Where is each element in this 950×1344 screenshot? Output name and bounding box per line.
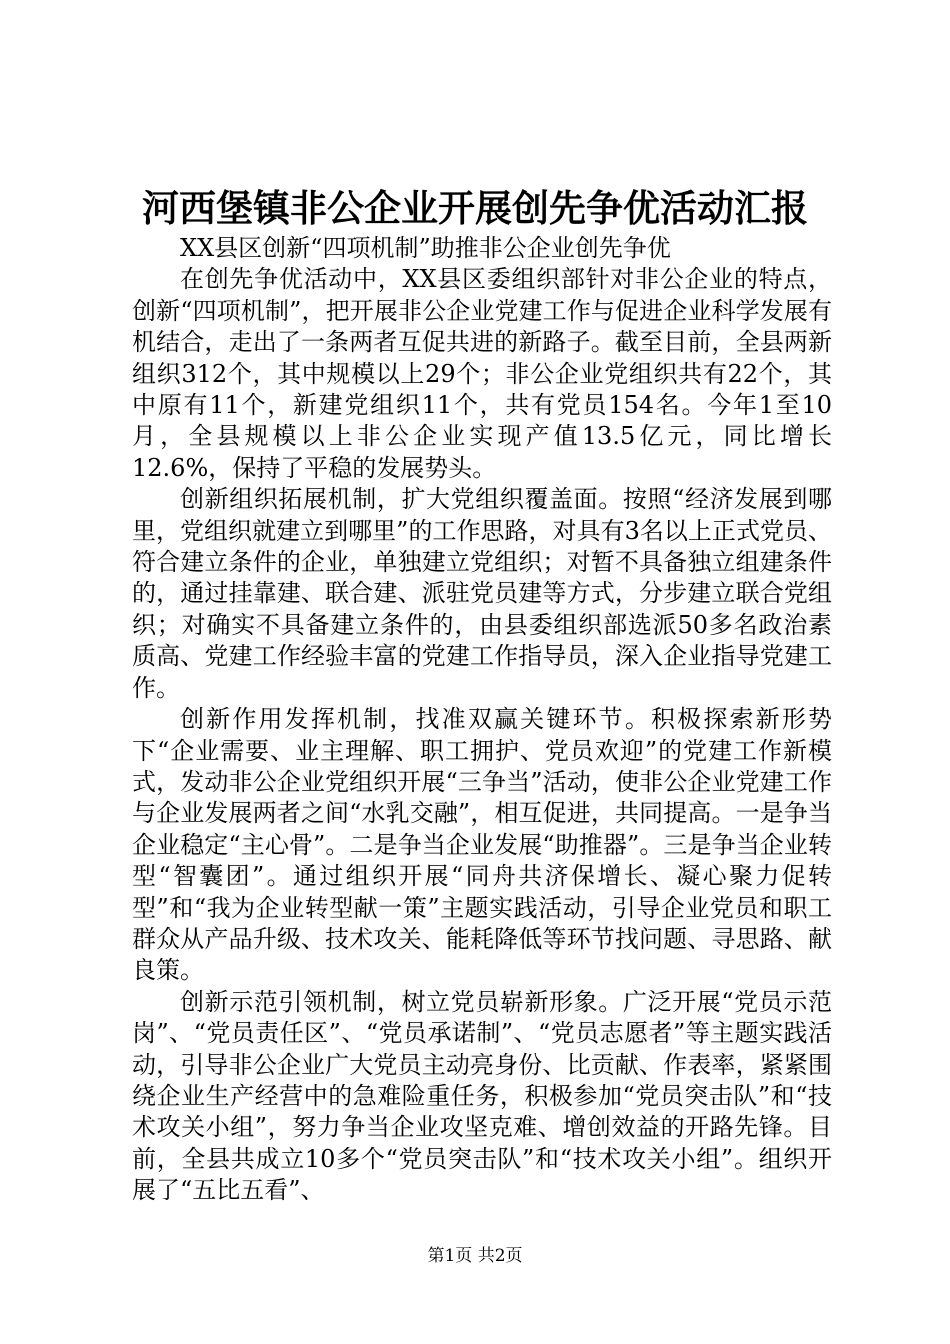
paragraph-intro: 在创先争优活动中，XX县区委组织部针对非公企业的特点，创新“四项机制”，把开展非公企业党建工作与促进企业科学发展有机结合，走出了一条两者互促共进的新路子。截至目前，全县两新组织312个，其中规模以上29个；非公企业党组织共有22个，其中原有11个，新建党组织11个，共有党员154名。今年1至10月，全县规模以上非公企业实现产值13.5亿元，同比增长12.6%，保持了平稳的发展势头。 [132,265,832,482]
document-subtitle: XX县区创新“四项机制”助推非公企业创先争优 [180,234,671,262]
page-number-footer: 第1页 共2页 [427,1246,523,1266]
paragraph-demonstration: 创新示范引领机制，树立党员崭新形象。广泛开展“党员示范岗”、“党员责任区”、“党员承诺制”、“党员志愿者”等主题实践活动，引导非公企业广大党员主动亮身份、比贡献、作表率，紧紧围绕企业生产经营中的急难险重任务，积极参加“党员突击队”和“技术攻关小组”，努力争当企业攻坚克难、增创效益的开路先锋。目前，全县共成立10多个“党员突击队”和“技术攻关小组”。组织开展了“五比五看”、 [132,987,832,1205]
document-title: 河西堡镇非公企业开展创先争优活动汇报 [142,186,808,230]
document-body [132,233,832,1207]
paragraph-organization: 创新组织拓展机制，扩大党组织覆盖面。按照“经济发展到哪里，党组织就建立到哪里”的工作思路，对具有3名以上正式党员、符合建立条件的企业，单独建立党组织；对暂不具备独立组建条件的，通过挂靠建、联合建、派驻党员建等方式，分步建立联合党组织；对确实不具备建立条件的，由县委组织部选派50多名政治素质高、党建工作经验丰富的党建工作指导员，深入企业指导党建工作。 [132,485,832,702]
paragraph-role: 创新作用发挥机制，找准双赢关键环节。积极探索新形势下“企业需要、业主理解、职工拥护、党员欢迎”的党建工作新模式，发动非公企业党组织开展“三争当”活动，使非公企业党建工作与企业发展两者之间“水乳交融”，相互促进，共同提高。一是争当企业稳定“主心骨”。二是争当企业发展“助推器”。三是争当企业转型“智囊团”。通过组织开展“同舟共济保增长、凝心聚力促转型”和“我为企业转型献一策”主题实践活动，引导企业党员和职工群众从产品升级、技术攻关、能耗降低等环节找问题、寻思路、献良策。 [132,705,832,985]
